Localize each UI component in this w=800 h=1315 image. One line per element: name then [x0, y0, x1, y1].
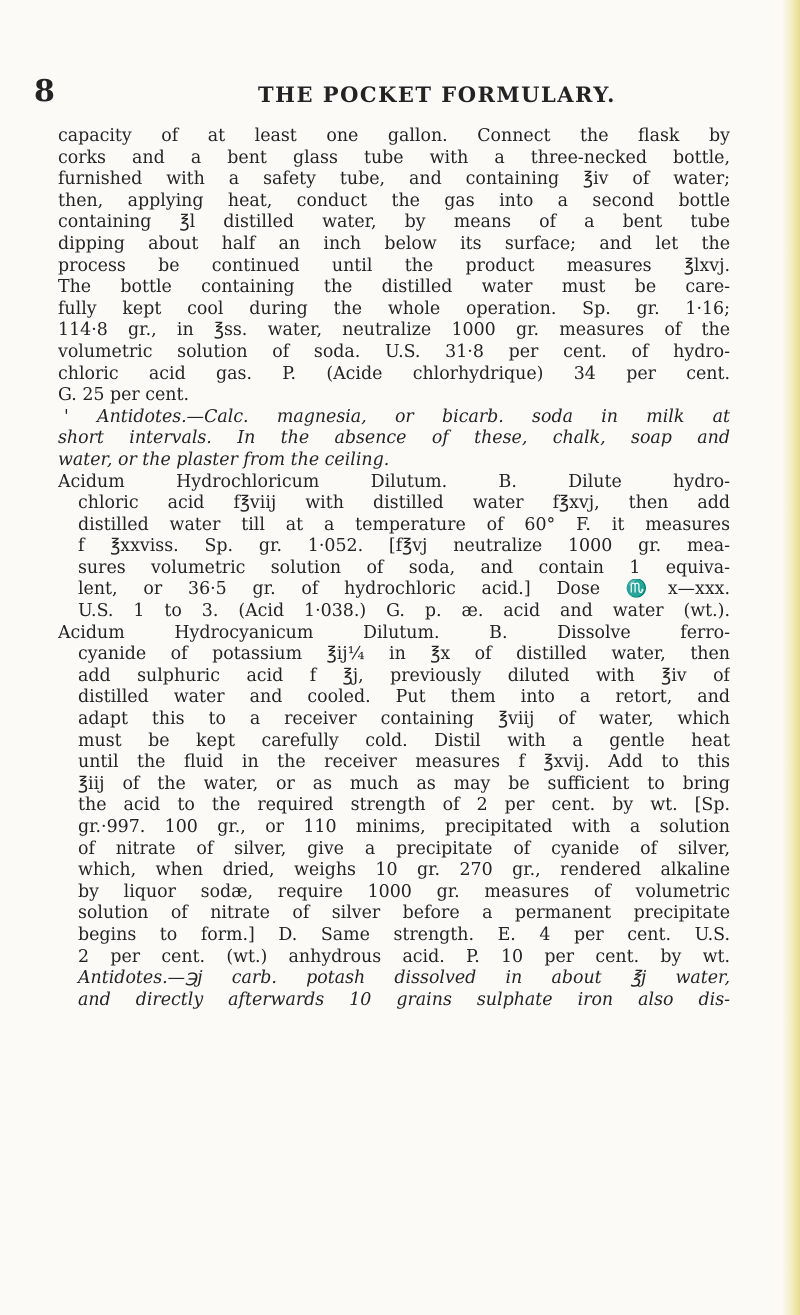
body-text — [58, 126, 730, 1011]
text-line: corks and a bent glass tube with a three-necked bottle, — [58, 147, 730, 168]
text-line: G. 25 per cent. — [58, 385, 189, 406]
text-line: solution of nitrate of silver before a permanent precipitate — [78, 903, 730, 924]
page-edge — [782, 0, 800, 1315]
text-line: which, when dried, weighs 10 gr. 270 gr., rendered alkaline — [78, 860, 730, 881]
text-line: 114·8 gr., in ℥ss. water, neutralize 1000 gr. measures of the — [58, 320, 730, 341]
text-line: The bottle containing the distilled water must be care- — [58, 277, 730, 298]
text-line: fully kept cool during the whole operation. Sp. gr. 1·16; — [58, 298, 730, 319]
text-line: the acid to the required strength of 2 per cent. by wt. [Sp. — [78, 795, 730, 816]
text-line: volumetric solution of soda. U.S. 31·8 per cent. of hydro- — [58, 341, 730, 362]
text-line: chloric acid gas. P. (Acide chlorhydrique) 34 per cent. — [58, 363, 730, 384]
text-line: must be kept carefully cold. Distil with a gentle heat — [78, 730, 730, 751]
text-line: furnished with a safety tube, and containing ℥iv of water; — [58, 169, 730, 190]
text-line: distilled water till at a temperature of 60° F. it measures — [78, 514, 730, 535]
text-line: U.S. 1 to 3. (Acid 1·038.) G. p. æ. acid and water (wt.). — [78, 601, 730, 622]
text-line: gr.·997. 100 gr., or 110 minims, precipitated with a solution — [78, 817, 730, 837]
text-line: and directly afterwards 10 grains sulphate iron also dis- — [78, 989, 730, 1010]
text-line: until the fluid in the receiver measures f ℥xvij. Add to this — [78, 752, 730, 773]
running-title: THE POCKET FORMULARY. — [258, 82, 616, 107]
text-line: ' Antidotes.—Calc. magnesia, or bicarb. soda in milk at — [64, 406, 730, 427]
text-line: ℥iij of the water, or as much as may be sufficient to bring — [78, 773, 730, 794]
text-line: f ℥xxviss. Sp. gr. 1·052. [f℥vj neutralize 1000 gr. mea- — [78, 536, 730, 557]
entry-heading-line: Acidum Hydrochloricum Dilutum. B. Dilute hydro- — [58, 471, 730, 492]
text-line: of nitrate of silver, give a precipitate of cyanide of silver, — [78, 838, 730, 859]
text-line: Antidotes.—℈j carb. potash dissolved in about ℥j water, — [78, 968, 730, 989]
text-line: water, or the plaster from the ceiling. — [58, 449, 390, 470]
text-line: adapt this to a receiver containing ℥viij of water, which — [78, 709, 730, 730]
text-line: 2 per cent. (wt.) anhydrous acid. P. 10 per cent. by wt. — [78, 946, 730, 967]
text-line: by liquor sodæ, require 1000 gr. measures of volumetric — [78, 881, 730, 902]
text-line: chloric acid f℥viij with distilled water f℥xvj, then add — [78, 493, 730, 514]
text-line: dipping about half an inch below its surface; and let the — [58, 233, 730, 254]
text-line: distilled water and cooled. Put them into a retort, and — [78, 687, 730, 708]
entry-heading-line: Acidum Hydrocyanicum Dilutum. B. Dissolve ferro- — [58, 622, 730, 643]
text-line: cyanide of potassium ℥ij¼ in ℥x of distilled water, then — [78, 644, 730, 665]
text-line: lent, or 36·5 gr. of hydrochloric acid.] Dose ♏x—xxx. — [78, 579, 730, 600]
text-line: short intervals. In the absence of these, chalk, soap and — [58, 428, 730, 449]
page-number: 8 — [34, 74, 55, 109]
text-line: add sulphuric acid f ℥j, previously diluted with ℥iv of — [78, 665, 730, 686]
text-line: sures volumetric solution of soda, and contain 1 equiva- — [78, 557, 730, 578]
text-line: capacity of at least one gallon. Connect the flask by — [58, 126, 730, 146]
text-line: then, applying heat, conduct the gas into a second bottle — [58, 190, 730, 211]
text-line: process be continued until the product measures ℥lxvj. — [58, 255, 730, 276]
text-line: begins to form.] D. Same strength. E. 4 per cent. U.S. — [78, 924, 730, 945]
text-line: containing ℥l distilled water, by means of a bent tube — [58, 212, 730, 233]
